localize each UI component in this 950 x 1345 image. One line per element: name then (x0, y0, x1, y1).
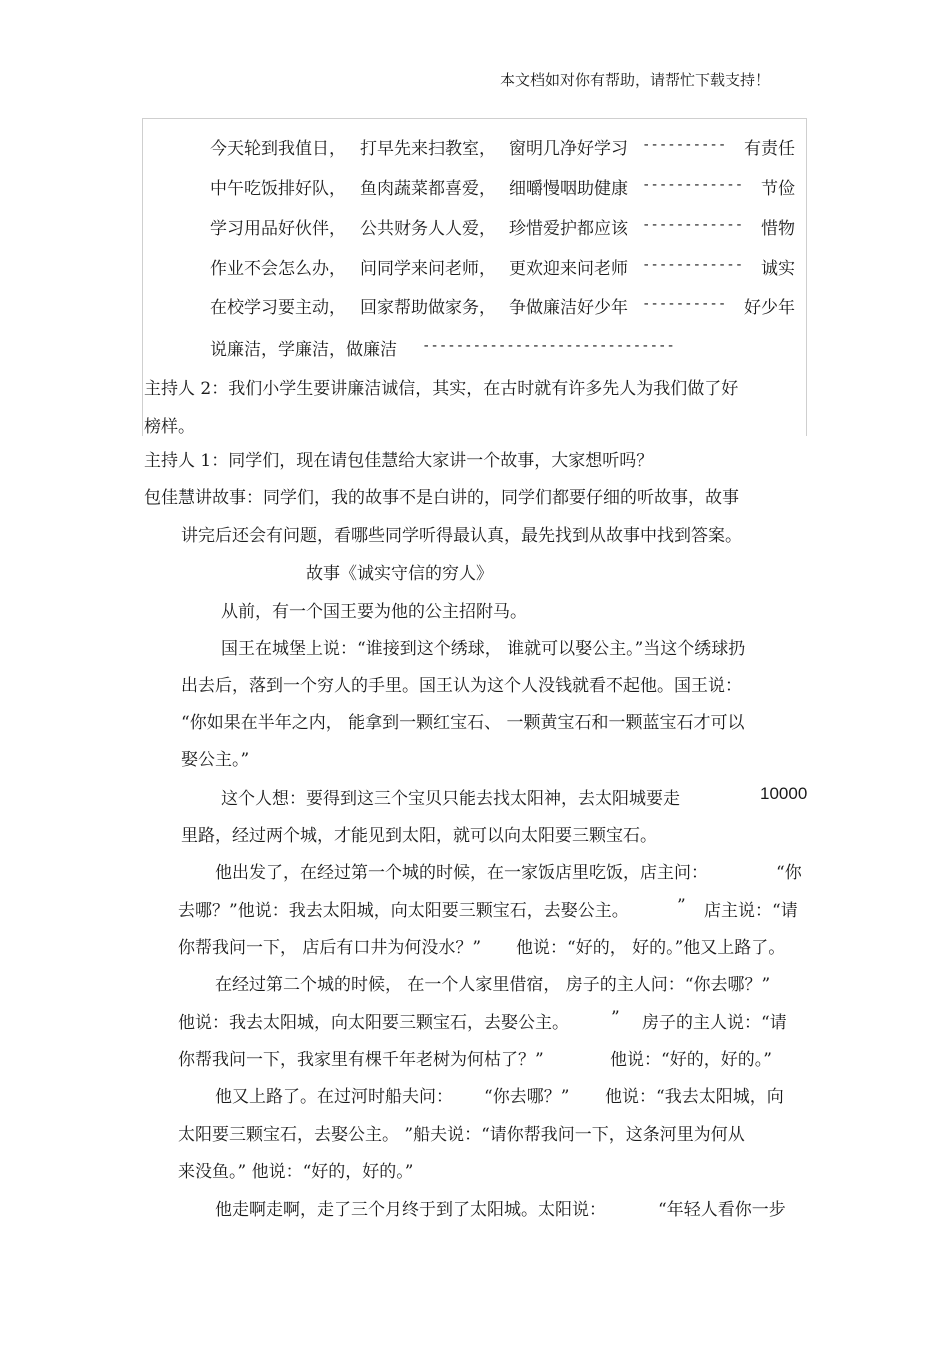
rhyme-value: 节俭 (761, 179, 795, 199)
host1-line: 主持人 1：同学们，现在请包佳慧给大家讲一个故事，大家想听吗？ (144, 451, 654, 471)
story-fragment: ” (677, 896, 686, 916)
rhyme-phrase-3: 争做廉洁好少年 (509, 298, 628, 318)
story-fragment: “年轻人看你一步 (658, 1200, 786, 1220)
story-fragment: 房子的主人说：“请 (642, 1013, 787, 1033)
story-line: 他又上路了。在过河时船夫问： (215, 1087, 453, 1107)
rhyme-closing-line (210, 335, 795, 359)
storyteller-line: 讲完后还会有问题，看哪些同学听得最认真，最先找到从故事中找到答案。 (181, 526, 742, 546)
rhyme-phrase-2: 问同学来问老师， (360, 259, 496, 279)
rhyme-phrase-1: 作业不会怎么办， (210, 259, 346, 279)
rhyme-phrase-2: 打早先来扫教室， (360, 139, 496, 159)
rhyme-phrase-3: 窗明几净好学习 (509, 139, 628, 159)
story-line: 太阳要三颗宝石，去娶公主。 ”船夫说：“请你帮我问一下，这条河里为何从 (178, 1125, 745, 1145)
rhyme-phrase-1: 在校学习要主动， (210, 298, 346, 318)
storyteller-line: 包佳慧讲故事：同学们，我的故事不是白讲的，同学们都要仔细的听故事，故事 (144, 488, 739, 508)
rhyme-phrase-3: 细嚼慢咽助健康 (509, 179, 628, 199)
rhyme-phrase-2: 鱼肉蔬菜都喜爱， (360, 179, 496, 199)
rhyme-phrase-1: 今天轮到我值日， (210, 139, 346, 159)
rhyme-line (210, 134, 795, 158)
rhyme-phrase-1: 学习用品好伙伴， (210, 219, 346, 239)
story-fragment: 他说：“我去太阳城，向 (605, 1087, 784, 1107)
story-fragment: 他说：“好的，好的。” (610, 1050, 772, 1070)
rhyme-value: 惜物 (761, 219, 795, 239)
story-fragment: “你 (776, 863, 802, 883)
rhyme-value: 有责任 (744, 139, 795, 159)
story-line: “你如果在半年之内， 能拿到一颗红宝石、 一颗黄宝石和一颗蓝宝石才可以 (181, 713, 745, 733)
frame-right-border (806, 118, 807, 436)
story-number: 10000 (760, 784, 808, 803)
story-line: 里路，经过两个城，才能见到太阳，就可以向太阳要三颗宝石。 (181, 826, 657, 846)
rhyme-dash: ---------- (642, 137, 727, 153)
frame-top-border (142, 118, 806, 119)
story-line: 你帮我问一下，我家里有棵千年老树为何枯了？” (178, 1050, 544, 1070)
story-line: 从前，有一个国王要为他的公主招附马。 (221, 602, 527, 622)
story-line: 你帮我问一下， 店后有口井为何没水？” (178, 938, 482, 958)
frame-left-border (142, 118, 143, 436)
rhyme-phrase-3: 更欢迎来问老师 (509, 259, 628, 279)
story-line: 他走啊走啊，走了三个月终于到了太阳城。太阳说： (215, 1200, 606, 1220)
rhyme-closing-dash: ------------------------------ (422, 338, 675, 354)
story-fragment: ” (611, 1008, 620, 1028)
rhyme-value: 诚实 (761, 259, 795, 279)
rhyme-line (210, 293, 795, 317)
rhyme-closing: 说廉洁，学廉洁，做廉洁 (210, 340, 397, 360)
rhyme-dash: ------------ (642, 257, 744, 273)
story-fragment: 他说：“好的， 好的。”他又上路了。 (516, 938, 786, 958)
rhyme-phrase-2: 回家帮助做家务， (360, 298, 496, 318)
host2-line: 主持人 2：我们小学生要讲廉洁诚信，其实，在古时就有许多先人为我们做了好 (144, 379, 739, 399)
rhyme-phrase-3: 珍惜爱护都应该 (509, 219, 628, 239)
story-line: 娶公主。” (181, 750, 250, 770)
story-fragment: “你去哪？” (484, 1087, 570, 1107)
story-line: 这个人想：要得到这三个宝贝只能去找太阳神，去太阳城要走 (221, 789, 680, 809)
rhyme-line (210, 174, 795, 198)
story-line: 他说：我去太阳城，向太阳要三颗宝石，去娶公主。 (178, 1013, 569, 1033)
story-title: 故事《诚实守信的穷人》 (306, 564, 493, 584)
story-line: 出去后，落到一个穷人的手里。国王认为这个人没钱就看不起他。国王说： (181, 676, 742, 696)
story-line: 他出发了，在经过第一个城的时候，在一家饭店里吃饭，店主问： (215, 863, 708, 883)
story-line: 来没鱼。” 他说：“好的，好的。” (178, 1162, 414, 1182)
rhyme-line (210, 254, 795, 278)
rhyme-dash: ---------- (642, 296, 727, 312)
rhyme-phrase-1: 中午吃饭排好队， (210, 179, 346, 199)
rhyme-phrase-2: 公共财务人人爱， (360, 219, 496, 239)
story-line: 去哪？”他说：我去太阳城，向太阳要三颗宝石，去娶公主。 (178, 901, 629, 921)
rhyme-line (210, 214, 795, 238)
header-note: 本文档如对你有帮助，请帮忙下载支持！ (500, 71, 771, 89)
story-fragment: 店主说：“请 (704, 901, 798, 921)
rhyme-value: 好少年 (744, 298, 795, 318)
host2-line: 榜样。 (144, 417, 195, 437)
story-line: 在经过第二个城的时候， 在一个人家里借宿， 房子的主人问：“你去哪？” (215, 975, 771, 995)
rhyme-dash: ------------ (642, 217, 744, 233)
story-line: 国王在城堡上说：“谁接到这个绣球， 谁就可以娶公主。”当这个绣球扔 (221, 639, 746, 659)
rhyme-dash: ------------ (642, 177, 744, 193)
